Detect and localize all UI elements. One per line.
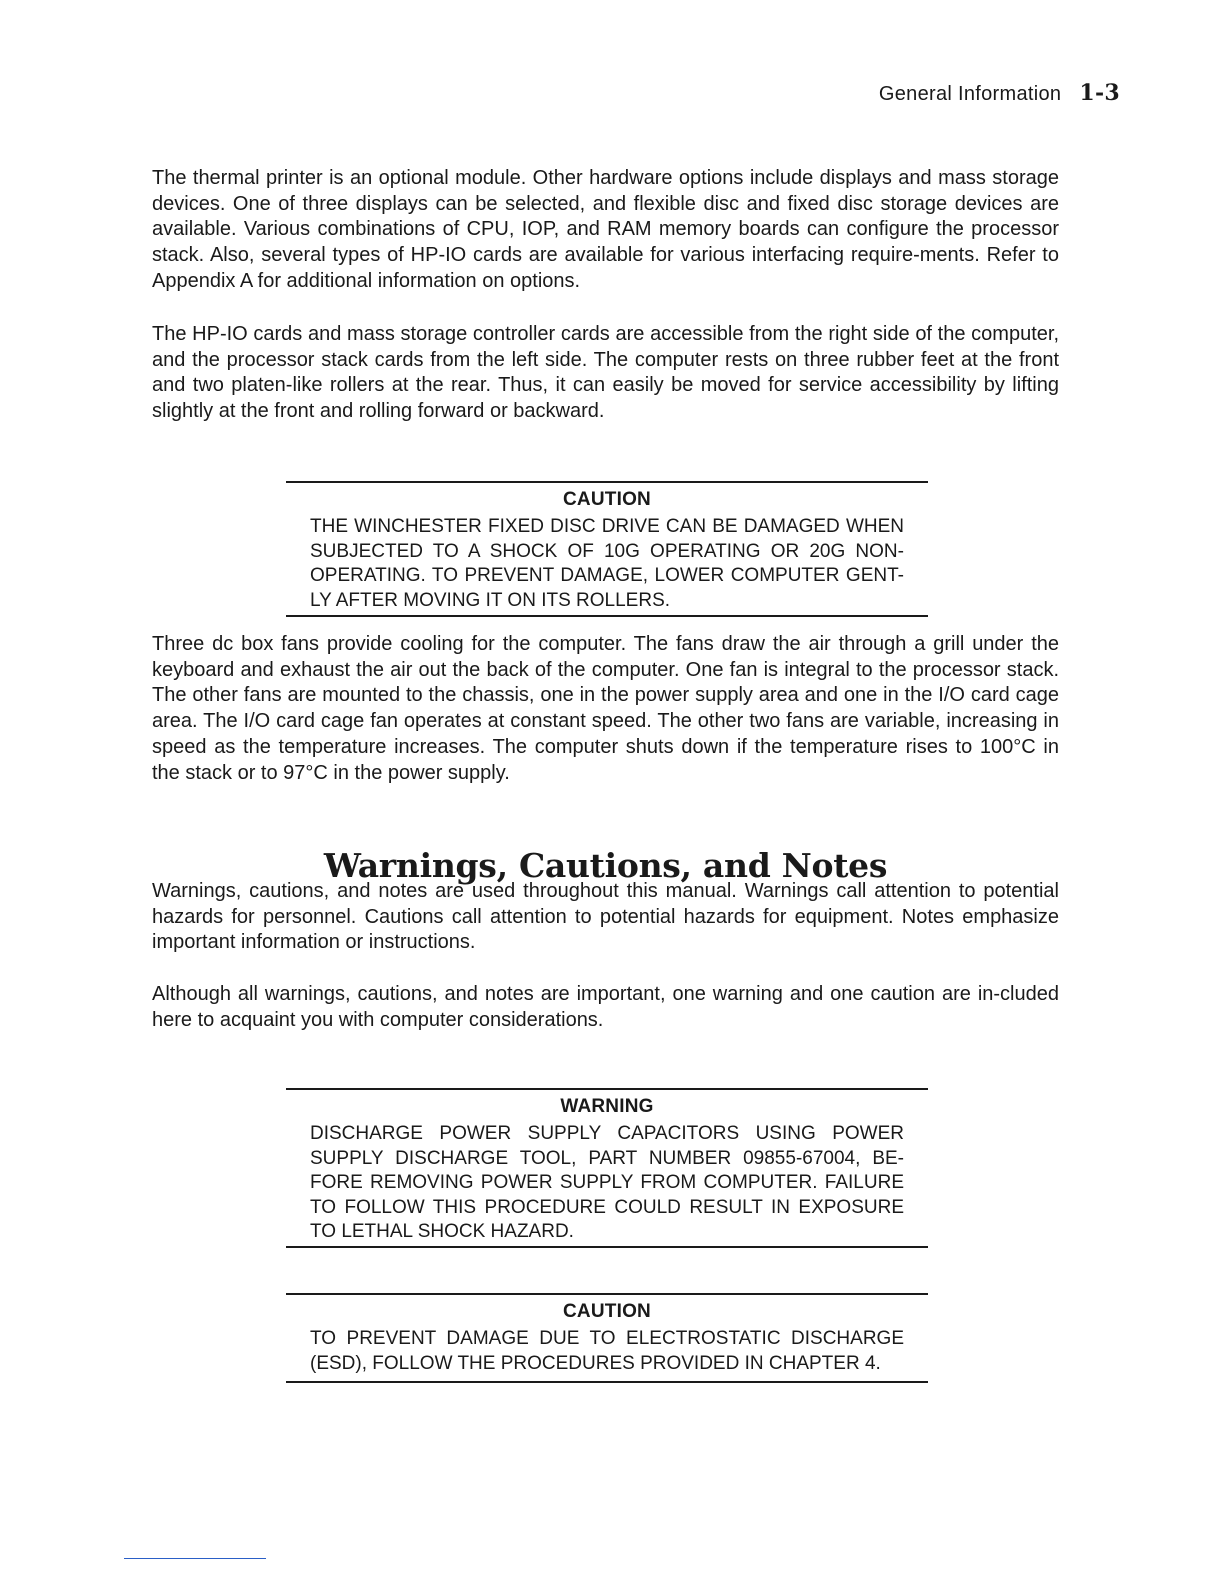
paragraph-warnings-note: Although all warnings, cautions, and notes are important, one warning and one caution are in-cluded here to acquaint you with computer considerations. [152, 983, 1059, 1031]
running-head [879, 80, 1120, 106]
caution-title: CAUTION [563, 489, 651, 510]
section-heading: Warnings, Cautions, and Notes [323, 846, 888, 885]
footer-rule [124, 1558, 266, 1559]
paragraph-warnings-intro: Warnings, cautions, and notes are used throughout this manual. Warnings call attention to potential hazards for personnel. Cautions call attention to potential hazards for equipment. Notes emphasize important information or instructions. [152, 880, 1059, 954]
paragraph-options: The thermal printer is an optional module. Other hardware options include displays and mass storage devices. One of three displays can be selected, and flexible disc and fixed disc storage devices are available. Various combinations of CPU, IOP, and RAM memory boards can configure the processor stack. Also, several types of HP-IO cards are available for various interfacing require-ments. Refer to Appendix A for additional information on options. [152, 167, 1059, 292]
running-head-section: General Information [878, 83, 1062, 105]
caution-box-disc [286, 481, 928, 617]
page-number: 1-3 [1079, 80, 1120, 106]
caution-box-esd [286, 1293, 928, 1383]
warning-box [286, 1088, 928, 1248]
paragraph-access: The HP-IO cards and mass storage controller cards are accessible from the right side of the computer, and the processor stack cards from the left side. The computer rests on three rubber feet at the front and two platen-like rollers at the rear. Thus, it can easily be moved for service accessibility by lifting slightly at the front and rolling forward or backward. [152, 323, 1059, 423]
caution-title: CAUTION [563, 1301, 651, 1322]
caution-body: THE WINCHESTER FIXED DISC DRIVE CAN BE DAMAGED WHEN SUBJECTED TO A SHOCK OF 10G OPERATING OR 20G NON-OPERATING. TO PREVENT DAMAGE, LOWER COMPUTER GENT-LY AFTER MOVING IT ON ITS ROLLERS. [310, 516, 904, 611]
warning-body: DISCHARGE POWER SUPPLY CAPACITORS USING POWER SUPPLY DISCHARGE TOOL, PART NUMBER 09855-67004, BE-FORE REMOVING POWER SUPPLY FROM COMPUTER. FAILURE TO FOLLOW THIS PROCEDURE COULD RESULT IN EXPOSURE TO LETHAL SHOCK HAZARD. [310, 1123, 904, 1243]
paragraph-cooling: Three dc box fans provide cooling for the computer. The fans draw the air through a grill under the keyboard and exhaust the air out the back of the computer. One fan is integral to the processor stack. The other fans are mounted to the chassis, one in the power supply area and one in the I/O card cage area. The I/O card cage fan operates at constant speed. The other two fans are variable, increasing in speed as the temperature increases. The computer shuts down if the temperature rises to 100°C in the stack or to 97°C in the power supply. [152, 633, 1059, 784]
warning-title: WARNING [560, 1096, 654, 1117]
caution-body: TO PREVENT DAMAGE DUE TO ELECTROSTATIC DISCHARGE (ESD), FOLLOW THE PROCEDURES PROVIDED IN CHAPTER 4. [310, 1328, 904, 1374]
